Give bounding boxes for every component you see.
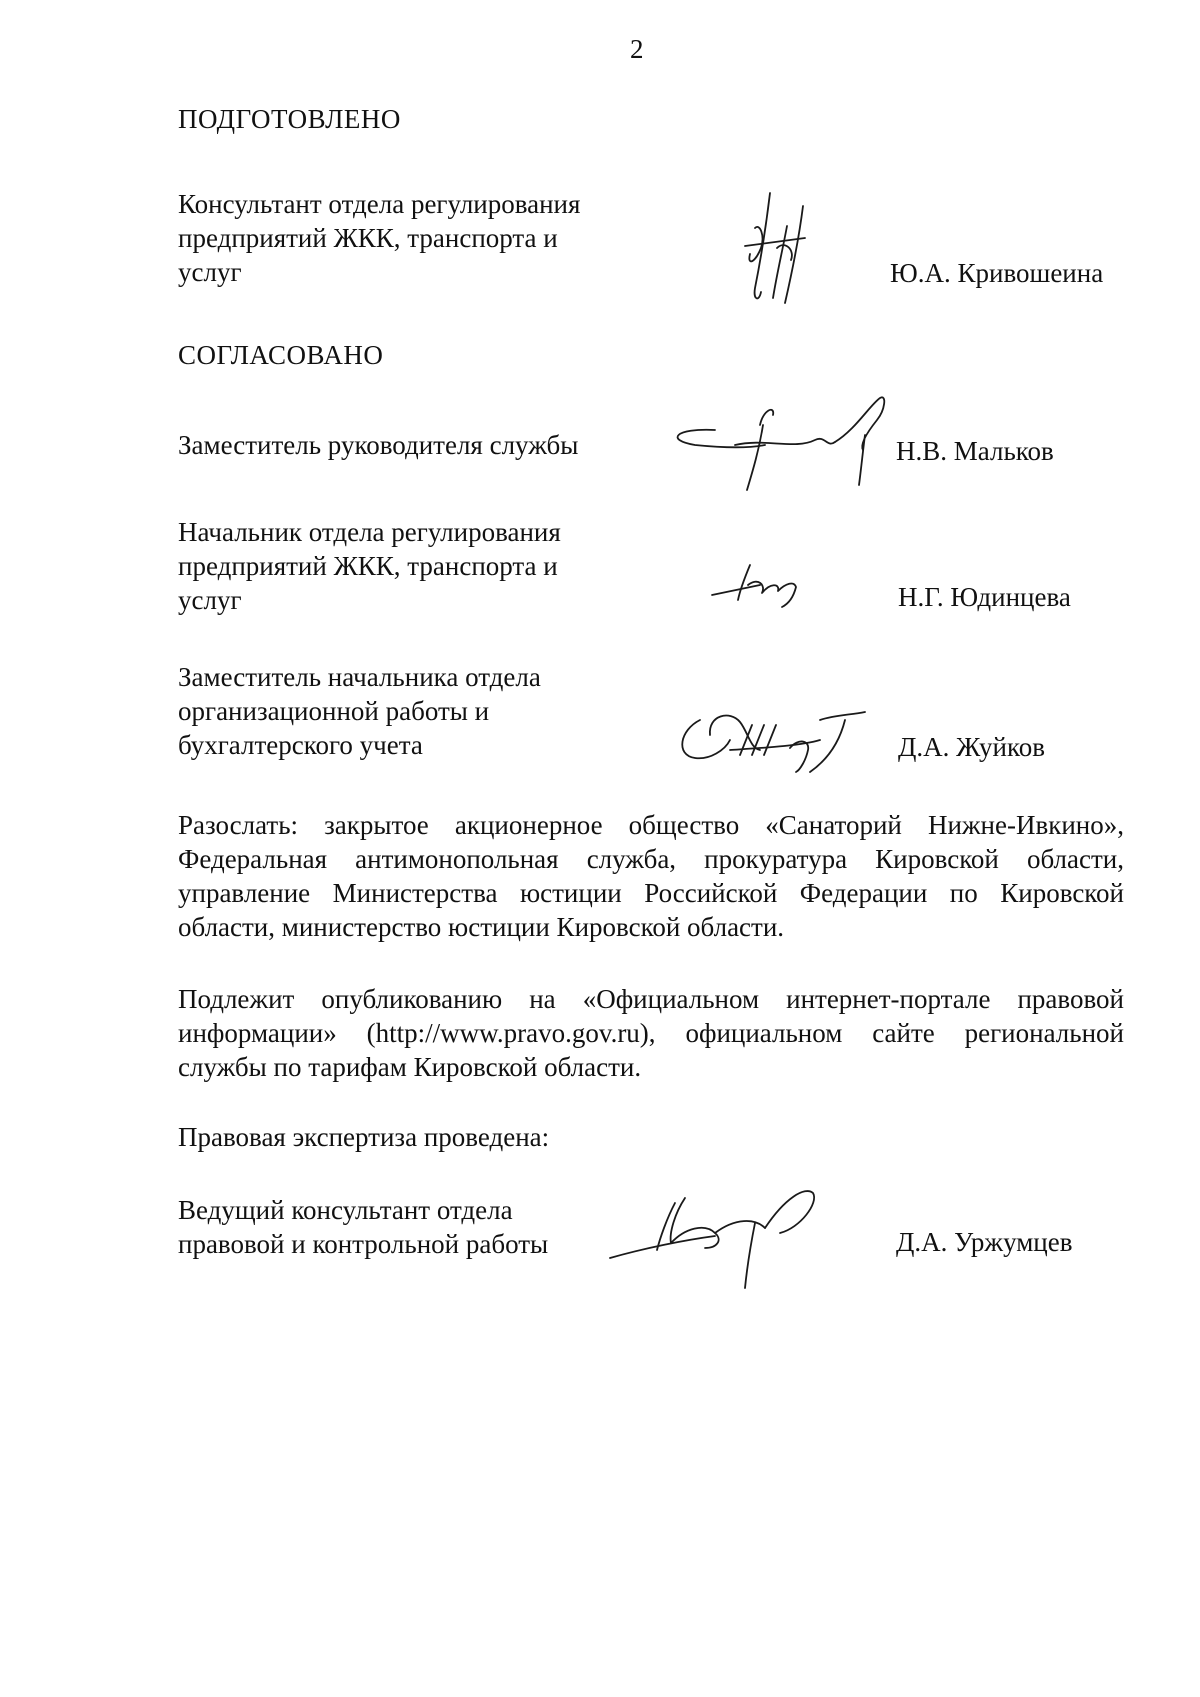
distribution-paragraph: Разослать: закрытое акционерное общество «Санаторий Нижне-Ивкино», Федеральная антимонопольная служба, прокуратура Кировской области, управление Министерства юстиции Российской Федерации по Кировской области, министерство юстиции Кировской области.: [178, 810, 1124, 942]
prepared-signer-position: Консультант отдела регулирования предприятий ЖКК, транспорта и услуг: [178, 189, 581, 287]
agreed-signer-3-name: Д.А. Жуйков: [898, 732, 1045, 762]
agreed-signer-3-position: Заместитель начальника отдела организационной работы и бухгалтерского учета: [178, 662, 541, 760]
legal-review-label: Правовая экспертиза проведена:: [178, 1122, 550, 1152]
legal-review-signer-name: Д.А. Уржумцев: [896, 1227, 1073, 1257]
signature-zhuikov: [670, 700, 870, 775]
publication-paragraph: Подлежит опубликованию на «Официальном интернет-портале правовой информации» (http://www.pravo.gov.ru), официальном сайте региональной службы по тарифам Кировской области.: [178, 984, 1124, 1082]
legal-review-signer-position: Ведущий консультант отдела правовой и контрольной работы: [178, 1195, 549, 1259]
signature-malkov: [655, 390, 905, 500]
agreed-signer-2-name: Н.Г. Юдинцева: [898, 582, 1071, 612]
page-number: 2: [630, 34, 644, 64]
agreed-signer-1-position: Заместитель руководителя службы: [178, 430, 579, 460]
agreed-signer-2-position: Начальник отдела регулирования предприятий ЖКК, транспорта и услуг: [178, 517, 561, 615]
prepared-heading: ПОДГОТОВЛЕНО: [178, 104, 401, 134]
agreed-signer-1-name: Н.В. Мальков: [896, 436, 1054, 466]
prepared-signer-name: Ю.А. Кривошеина: [890, 258, 1104, 288]
signature-krivosheina: [725, 188, 825, 313]
signature-urzhumtsev: [605, 1178, 835, 1293]
agreed-heading: СОГЛАСОВАНО: [178, 340, 384, 370]
signature-yudintseva: [710, 555, 820, 610]
